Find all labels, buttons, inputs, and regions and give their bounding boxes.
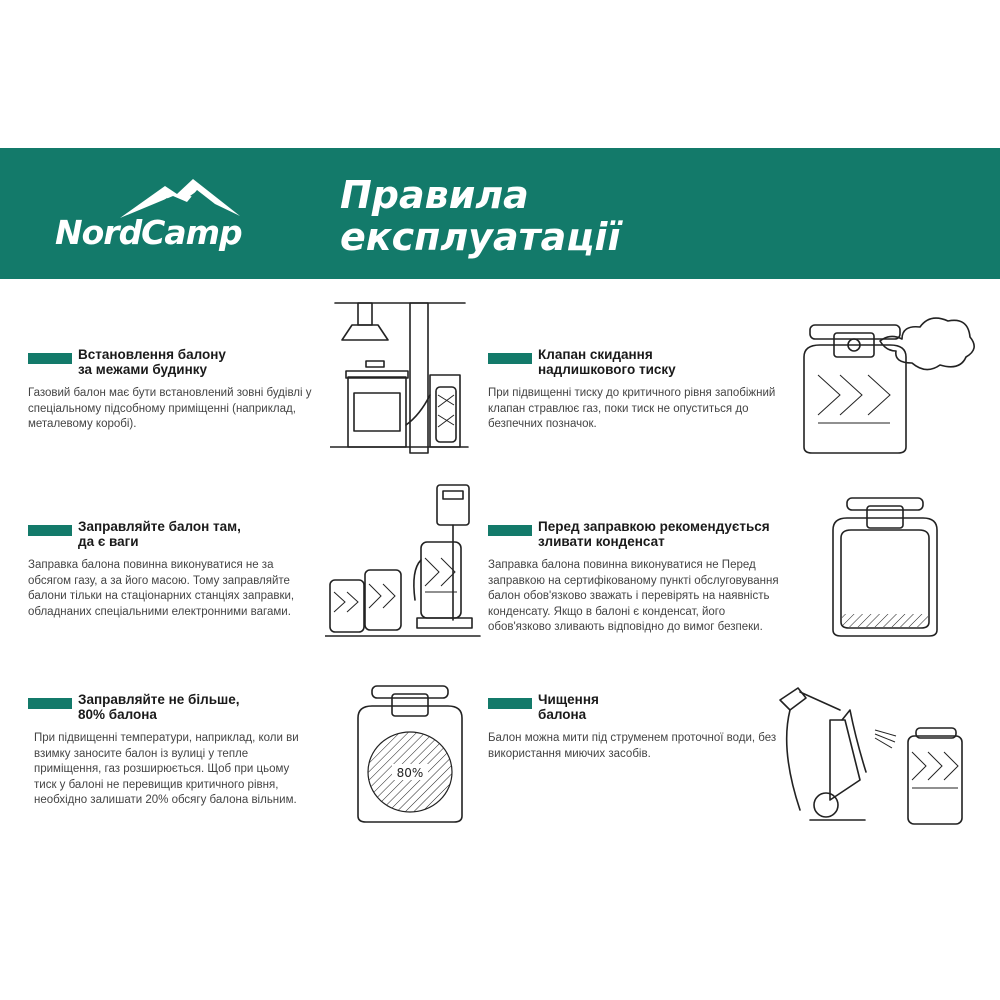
section-text: При підвищенні температури, наприклад, коли ви взимку заносите балон із вулиці у тепле приміщення, газ розширюється. Щоб при цьому тиск у балоні не перевищив критичного рівня, необхідно залишати 20% обсягу балона вільним.	[34, 732, 299, 806]
section-relief-valve	[488, 347, 788, 433]
section-title: Клапан скидання надлишкового тиску	[538, 347, 676, 377]
section-text: Заправка балона повинна виконуватися не Перед заправкою на сертифікованому пункті обслуговування балон обов'язково зважать і перевірять на наявність конденсату. Якщо в балоні є конденсат, його обов'язково зливають відповідно до вимог безпеки.	[488, 559, 779, 633]
page-title-line2: експлуатації	[340, 215, 621, 259]
section-marker	[488, 353, 532, 364]
section-marker	[488, 698, 532, 709]
section-fill-80	[28, 692, 318, 809]
washer-illustration	[770, 680, 970, 830]
section-text: Балон можна мити під струменем проточної води, без використання миючих засобів.	[488, 732, 777, 760]
fill-80-illustration	[350, 680, 470, 825]
section-text: Заправка балона повинна виконуватися не за обсягом газу, а за його масою. Тому заправляйте балони тільки на стаціонарних станціях заправки, обладнаних спеціальними електронними вагами.	[28, 559, 295, 618]
section-title: Перед заправкою рекомендується зливати конденсат	[538, 519, 770, 549]
valve-release-illustration	[790, 305, 980, 455]
section-refuel-scales	[28, 519, 318, 620]
section-title: Заправляйте балон там, да є ваги	[78, 519, 241, 549]
section-marker	[488, 525, 532, 536]
section-title: Заправляйте не більше, 80% балона	[78, 692, 240, 722]
section-marker	[28, 698, 72, 709]
page-title-line1: Правила	[340, 173, 529, 217]
section-text: При підвищенні тиску до критичного рівня запобіжний клапан стравлює газ, поки тиск не опуститься до безпечних позначок.	[488, 387, 776, 430]
fill-percent-label: 80%	[396, 766, 424, 780]
section-text: Газовий балон має бути встановлений зовні будівлі у спеціальному підсобному приміщенні (наприклад, металевому коробі).	[28, 387, 312, 430]
scales-station-illustration	[325, 480, 485, 640]
section-title: Встановлення балону за межами будинку	[78, 347, 226, 377]
section-marker	[28, 525, 72, 536]
section-title: Чищення балона	[538, 692, 599, 722]
page-title	[340, 174, 620, 258]
section-cleaning	[488, 692, 778, 762]
brand-name: NordCamp	[55, 213, 242, 252]
section-install-outside	[28, 347, 323, 433]
header-banner	[0, 148, 1000, 279]
section-marker	[28, 353, 72, 364]
section-drain-condensate	[488, 519, 813, 636]
nordcamp-logo	[55, 176, 290, 256]
kitchen-stove-illustration	[330, 295, 470, 455]
condensate-illustration	[825, 490, 945, 640]
